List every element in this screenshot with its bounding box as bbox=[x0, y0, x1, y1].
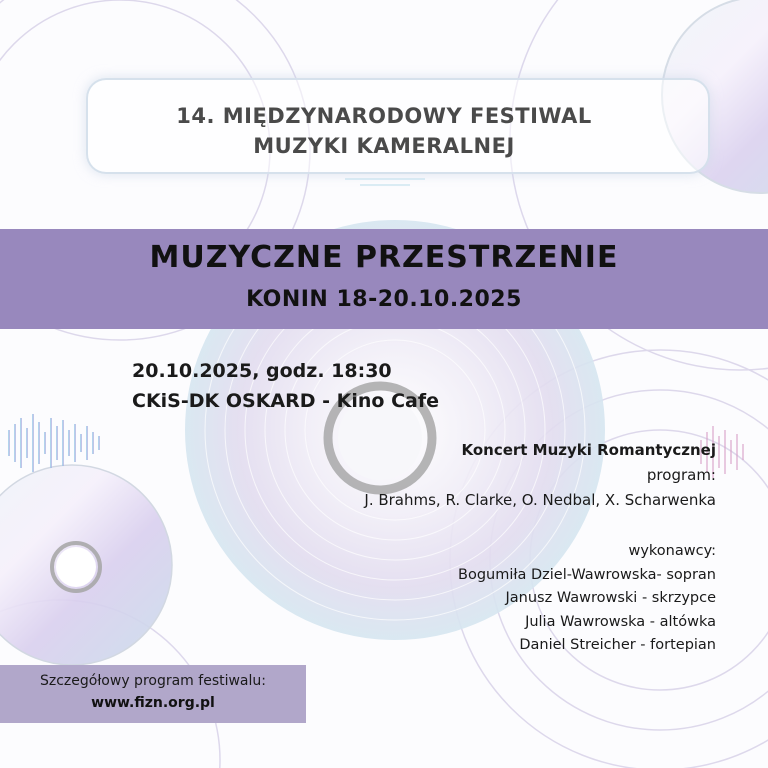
festival-title-line-2: MUZYKI KAMERALNEJ bbox=[253, 134, 515, 158]
concert-title: Koncert Muzyki Romantycznej bbox=[461, 441, 716, 459]
festival-website-link[interactable]: www.fizn.org.pl bbox=[91, 695, 215, 711]
event-venue: CKiS-DK OSKARD - Kino Cafe bbox=[132, 390, 439, 412]
program-label: program: bbox=[646, 466, 716, 484]
banner-subtitle: KONIN 18-20.10.2025 bbox=[246, 287, 522, 312]
banner-title: MUZYCZNE PRZESTRZENIE bbox=[149, 240, 619, 275]
festival-title bbox=[0, 101, 768, 161]
footer-label: Szczegółowy program festiwalu: bbox=[39, 673, 266, 689]
performer-item: Daniel Streicher - fortepian bbox=[519, 637, 716, 653]
concert-info bbox=[364, 438, 716, 513]
performers-list bbox=[458, 540, 716, 658]
program-composers: J. Brahms, R. Clarke, O. Nedbal, X. Scharwenka bbox=[364, 491, 716, 509]
festival-title-line-1: 14. MIĘDZYNARODOWY FESTIWAL bbox=[176, 104, 592, 128]
performer-item: Janusz Wawrowski - skrzypce bbox=[505, 590, 716, 606]
event-datetime: 20.10.2025, godz. 18:30 bbox=[132, 360, 392, 382]
event-info bbox=[132, 356, 439, 416]
performers-label: wykonawcy: bbox=[628, 543, 716, 559]
performer-item: Bogumiła Dziel-Wawrowska- sopran bbox=[458, 566, 716, 583]
performer-item: Julia Wawrowska - altówka bbox=[525, 613, 716, 630]
